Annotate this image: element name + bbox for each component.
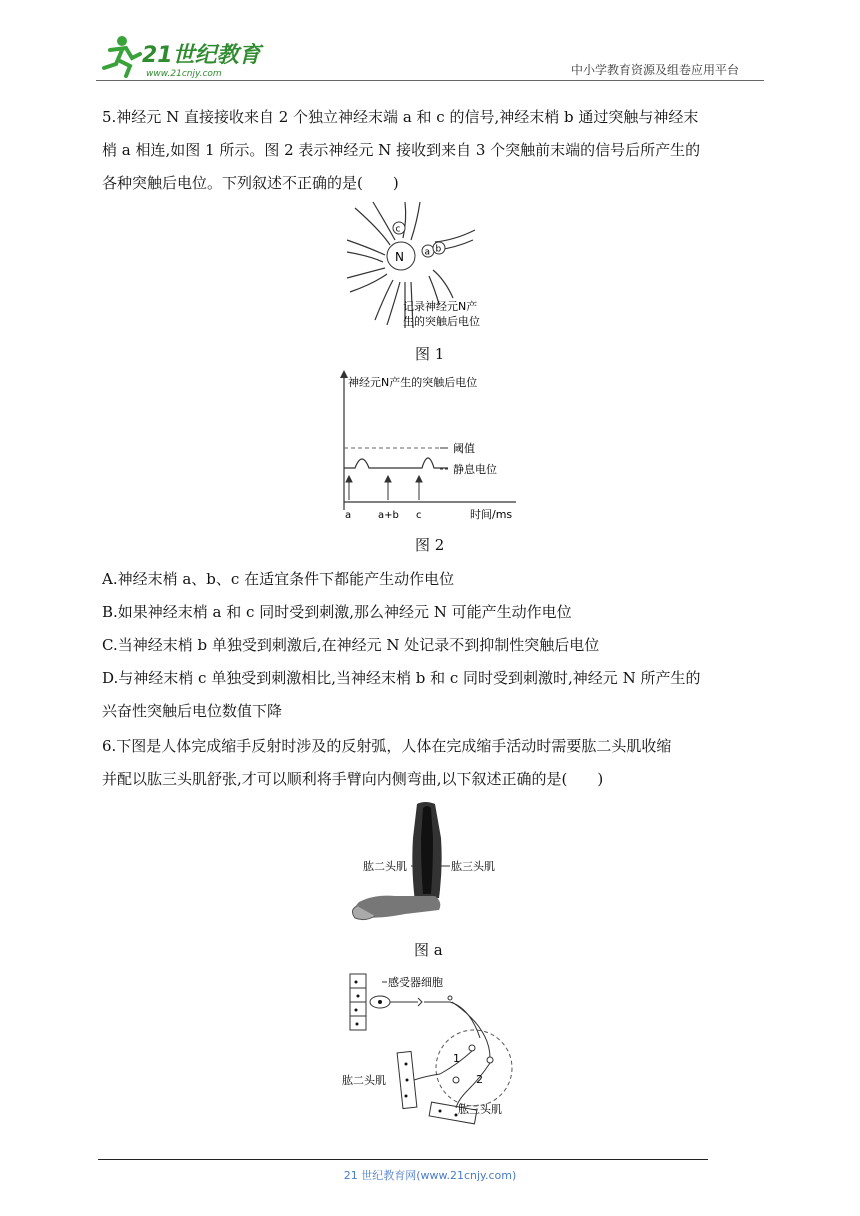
figa-triceps-label: 肱三头肌 [451,860,495,873]
figa-biceps-label: 肱二头肌 [363,860,407,873]
footer-divider [98,1159,708,1160]
fig1-label-b: b [435,244,442,255]
figure-a-arm-muscles [335,798,515,926]
logo-url: www.21cnjy.com [146,69,222,79]
q5-stem-line-1: 5.神经元 N 直接接收来自 2 个独立神经末端 a 和 c 的信号,神经末梢 b 通过突触与神经末 [102,108,699,126]
figure-b-reflex-arc [340,968,540,1138]
figb-number-2: 2 [476,1073,483,1086]
fig1-label-n: N [395,250,404,264]
q5-option-c: C.当神经末梢 b 单独受到刺激后,在神经元 N 处记录不到抑制性突触后电位 [102,636,600,654]
figure-1-neuron-diagram [345,200,520,335]
fig1-record-text-1: 记录神经元N产 [403,300,478,313]
figb-receptor-label: 感受器细胞 [388,976,443,989]
platform-name: 中小学教育资源及组卷应用平台 [571,63,740,77]
figure-2-caption: 图 2 [415,536,445,554]
site-logo [96,32,266,82]
figure-2-potential-chart [330,370,530,522]
q6-stem-line-1: 6.下图是人体完成缩手反射时涉及的反射弧，人体在完成缩手活动时需要肱二头肌收缩 [102,737,672,755]
fig2-threshold-label: 阈值 [453,442,475,455]
q5-stem-line-3: 各种突触后电位。下列叙述不正确的是( ) [102,174,399,192]
figb-number-1: 1 [453,1052,460,1065]
logo-text: 21世纪教育 [142,43,261,68]
fig2-xlabel: 时间/ms [470,508,513,521]
header-divider [96,80,764,81]
q5-option-b: B.如果神经末梢 a 和 c 同时受到刺激,那么神经元 N 可能产生动作电位 [102,603,572,621]
runner-icon [104,36,140,76]
figure-a-caption: 图 a [414,941,443,959]
q5-stem-line-2: 梢 a 相连,如图 1 所示。图 2 表示神经元 N 接收到来自 3 个突触前末端的信号后所产生的 [102,141,701,159]
fig1-label-a: a [424,247,431,258]
q5-option-d-line-2: 兴奋性突触后电位数值下降 [102,702,283,720]
figb-triceps-label: 肱三头肌 [458,1103,502,1116]
fig2-tick-a: a [345,510,352,521]
fig2-tick-a-plus-b: a+b [378,510,399,521]
fig2-ylabel: 神经元N产生的突触后电位 [348,376,478,389]
fig1-record-text-2: 生的突触后电位 [403,315,480,328]
q5-option-d-line-1: D.与神经末梢 c 单独受到刺激相比,当神经末梢 b 和 c 同时受到刺激时,神经元 N 所产生的 [102,669,701,687]
fig2-resting-label: 静息电位 [453,463,497,476]
figb-biceps-label: 肱二头肌 [342,1074,386,1087]
footer-text[interactable]: 21 世纪教育网(www.21cnjy.com) [343,1169,517,1182]
q6-stem-line-2: 并配以肱三头肌舒张,才可以顺利将手臂向内侧弯曲,以下叙述正确的是( ) [102,770,604,788]
fig2-tick-c: c [416,510,422,521]
figure-1-caption: 图 1 [415,345,445,363]
q5-option-a: A.神经末梢 a、b、c 在适宜条件下都能产生动作电位 [102,570,455,588]
fig1-label-c: c [395,224,401,235]
